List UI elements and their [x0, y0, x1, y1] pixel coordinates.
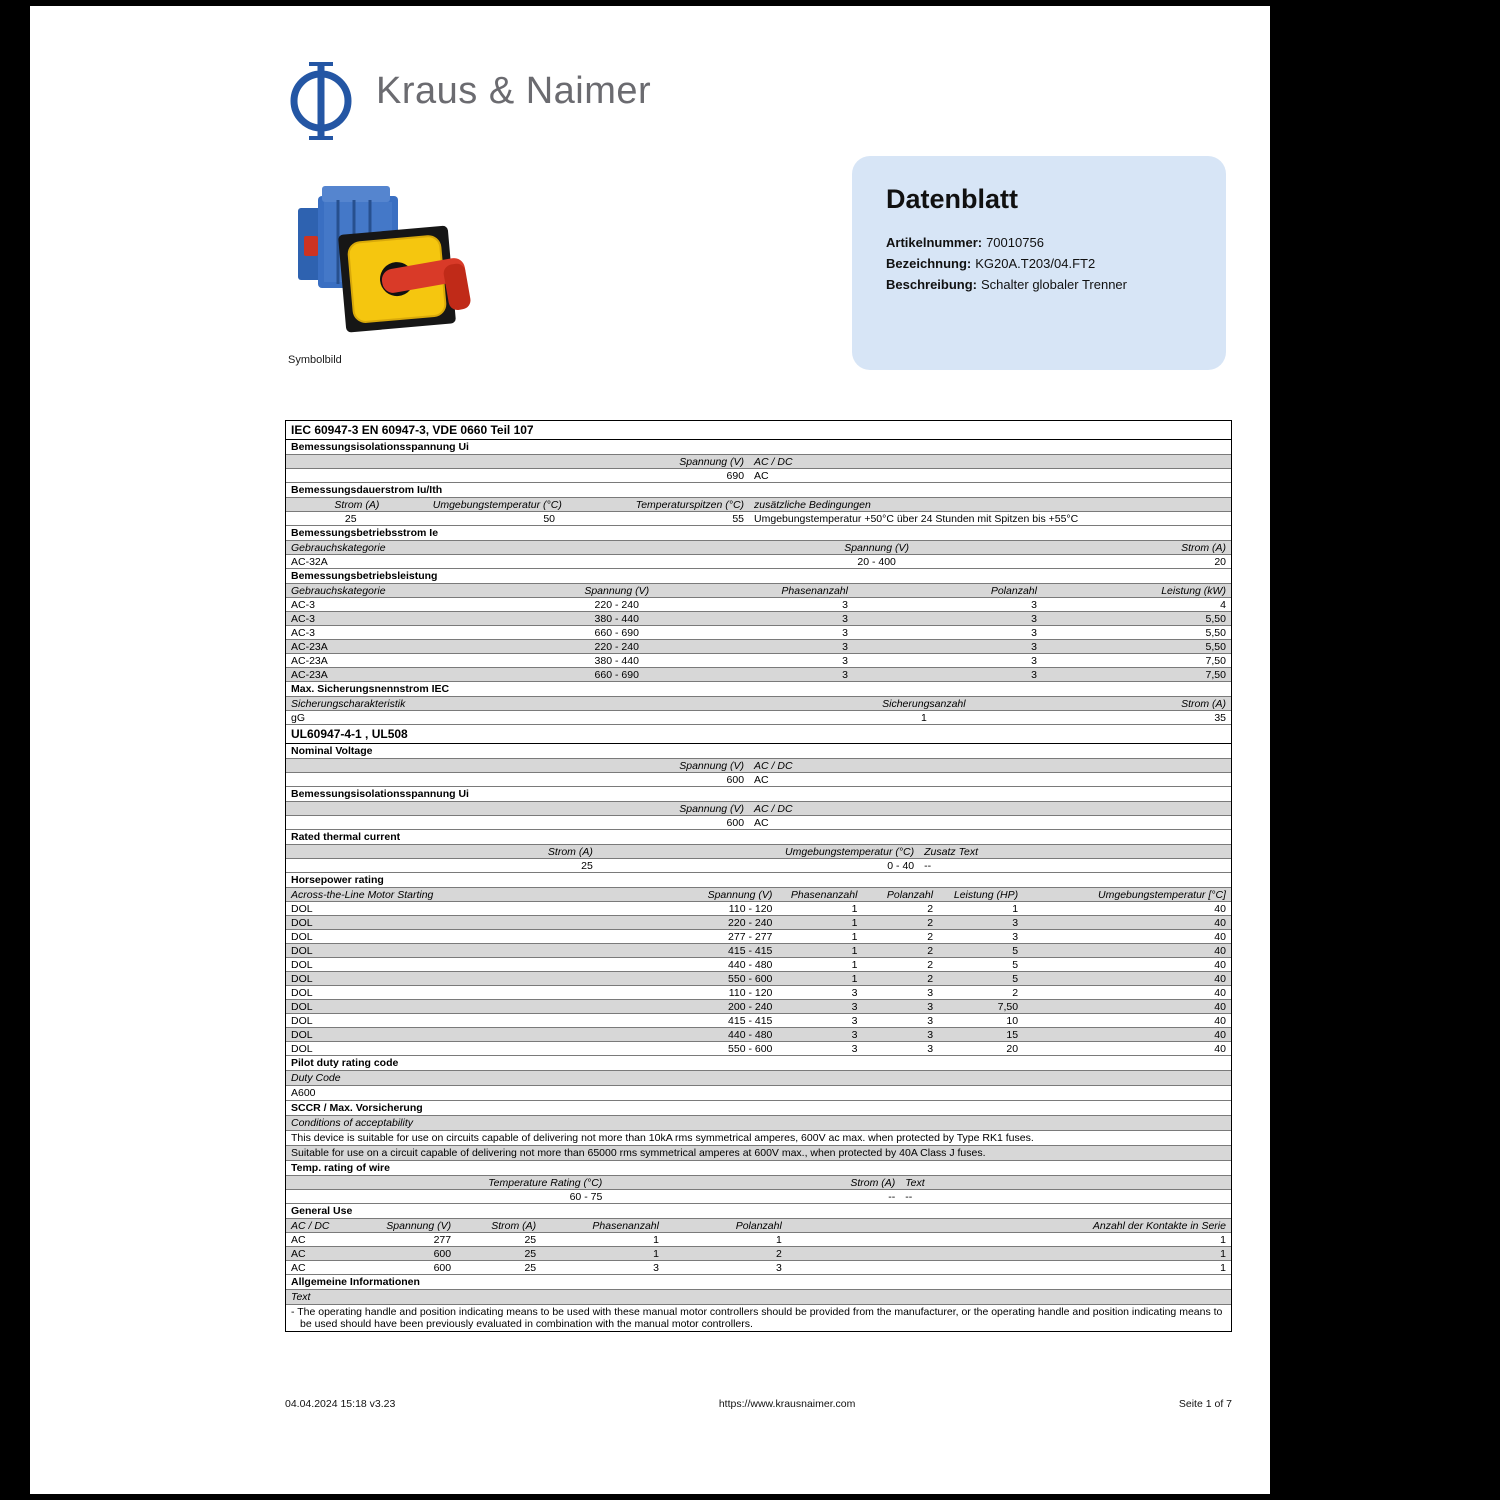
table-row: [286, 626, 1231, 640]
table-cell: 2: [927, 916, 934, 929]
table-cell: 3: [1031, 626, 1037, 639]
table-cell: 2: [927, 902, 934, 915]
table-cell: Strom (A): [1181, 541, 1226, 554]
table-cell: DOL: [291, 1028, 313, 1041]
table-cell: Conditions of acceptability: [291, 1117, 413, 1129]
table-row: [286, 569, 1231, 584]
table-row: [286, 759, 1231, 773]
table-cell: 110 - 120: [728, 902, 773, 915]
table-row: [286, 1014, 1231, 1028]
table-cell: Leistung (HP): [953, 888, 1019, 901]
table-cell: 3: [927, 1042, 934, 1055]
table-cell: 3: [851, 1028, 858, 1041]
table-cell: AC-3: [291, 598, 315, 611]
table-cell: Polanzahl: [886, 888, 934, 901]
table-cell: 3: [1012, 930, 1019, 943]
table-cell: Anzahl der Kontakte in Serie: [1092, 1219, 1226, 1232]
table-cell: 1: [1220, 1261, 1226, 1274]
table-cell: 600: [433, 1247, 452, 1260]
table-cell: 380 - 440: [594, 612, 639, 625]
table-cell: 1: [851, 930, 858, 943]
table-cell: DOL: [291, 930, 313, 943]
table-row: [286, 1247, 1231, 1261]
table-cell: 1: [775, 1233, 782, 1246]
table-cell: 2: [1012, 986, 1019, 999]
table-cell: 1: [1220, 1247, 1226, 1260]
table-row: [286, 1161, 1231, 1176]
table-cell: --: [905, 1190, 913, 1203]
table-cell: 60 - 75: [569, 1190, 603, 1203]
table-cell: Horsepower rating: [291, 874, 384, 886]
table-row: [286, 1131, 1231, 1146]
table-cell: 660 - 690: [594, 668, 639, 681]
table-row: [286, 725, 1231, 744]
table-cell: Nominal Voltage: [291, 745, 373, 757]
table-cell: DOL: [291, 1000, 313, 1013]
table-row: [286, 916, 1231, 930]
table-row: [286, 873, 1231, 888]
table-cell: UL60947-4-1 , UL508: [291, 727, 408, 741]
table-row: [286, 483, 1231, 498]
info-box-title: Datenblatt: [886, 184, 1019, 214]
table-row: [286, 584, 1231, 598]
product-photo: [286, 174, 474, 344]
table-cell: Bemessungsdauerstrom Iu/Ith: [291, 484, 443, 496]
table-cell: 3: [1031, 654, 1037, 667]
table-row: [286, 1261, 1231, 1275]
table-cell: Sicherungsanzahl: [882, 697, 966, 710]
table-cell: 660 - 690: [594, 626, 639, 639]
table-cell: 3: [927, 1014, 934, 1027]
table-cell: 1: [1220, 1233, 1226, 1246]
table-cell: 15: [1006, 1028, 1019, 1041]
table-cell: Duty Code: [291, 1072, 341, 1084]
table-row: [286, 555, 1231, 569]
table-cell: 3: [653, 1261, 659, 1274]
table-cell: A600: [291, 1087, 316, 1099]
table-cell: 5: [1012, 944, 1019, 957]
table-cell: 5: [1012, 972, 1019, 985]
table-cell: AC / DC: [754, 802, 793, 815]
table-cell: DOL: [291, 958, 313, 971]
table-cell: 50: [543, 512, 556, 525]
table-cell: 3: [851, 1000, 858, 1013]
table-row: [286, 469, 1231, 483]
spec-table: [285, 420, 1232, 1332]
table-cell: Across-the-Line Motor Starting: [291, 888, 434, 901]
table-cell: Zusatz Text: [924, 845, 979, 858]
table-row: [286, 640, 1231, 654]
table-cell: 415 - 415: [728, 944, 773, 957]
table-row: [286, 1101, 1231, 1116]
table-cell: DOL: [291, 1014, 313, 1027]
table-row: [286, 1190, 1231, 1204]
table-cell: Bemessungsbetriebsleistung: [291, 570, 438, 582]
table-cell: AC / DC: [754, 759, 793, 772]
table-cell: gG: [291, 711, 306, 724]
table-row: [286, 1275, 1231, 1290]
table-cell: AC-23A: [291, 640, 328, 653]
table-cell: Strom (A): [850, 1176, 896, 1189]
table-row: [286, 845, 1231, 859]
table-cell: 7,50: [1205, 668, 1226, 681]
table-row: [286, 512, 1231, 526]
table-cell: DOL: [291, 1042, 313, 1055]
table-cell: 25: [524, 1233, 537, 1246]
table-cell: Polanzahl: [735, 1219, 782, 1232]
table-cell: Spannung (V): [679, 759, 745, 772]
table-cell: AC: [754, 816, 769, 829]
table-row: [286, 744, 1231, 759]
table-cell: Bemessungsisolationsspannung Ui: [291, 788, 469, 800]
table-cell: 550 - 600: [728, 1042, 773, 1055]
table-cell: AC-23A: [291, 668, 328, 681]
table-cell: 2: [927, 944, 934, 957]
table-cell: 40: [1214, 902, 1226, 915]
table-cell: 1: [851, 944, 858, 957]
table-cell: This device is suitable for use on circuits capable of delivering not more than 10kA rms symmetrical amperes, 600V ac max. when protected by Type RK1 fuses.: [291, 1132, 1034, 1144]
table-cell: 2: [927, 972, 934, 985]
table-row: [286, 1176, 1231, 1190]
designation-field: [886, 256, 1192, 271]
table-row: [286, 541, 1231, 555]
table-cell: 3: [775, 1261, 782, 1274]
table-row: [286, 421, 1231, 440]
table-cell: DOL: [291, 916, 313, 929]
table-cell: 3: [842, 668, 848, 681]
table-cell: Text: [291, 1291, 311, 1303]
table-cell: 3: [1012, 916, 1019, 929]
table-cell: Strom (A): [547, 845, 593, 858]
table-cell: Umgebungstemperatur (°C): [432, 498, 562, 511]
table-row: [286, 830, 1231, 845]
table-cell: Bemessungsbetriebsstrom Ie: [291, 527, 439, 539]
table-cell: AC: [291, 1247, 306, 1260]
table-cell: 3: [1031, 598, 1037, 611]
table-cell: Allgemeine Informationen: [291, 1276, 420, 1288]
table-cell: 40: [1214, 944, 1226, 957]
table-cell: 3: [851, 986, 858, 999]
table-row: [286, 888, 1231, 902]
table-cell: 40: [1214, 972, 1226, 985]
table-row: [286, 1219, 1231, 1233]
table-cell: 3: [1031, 640, 1037, 653]
table-cell: 40: [1214, 916, 1226, 929]
table-cell: Temperature Rating (°C): [488, 1176, 603, 1189]
table-row: [286, 1028, 1231, 1042]
table-cell: 3: [1031, 668, 1037, 681]
table-row: [286, 1086, 1231, 1101]
article-number-field: [886, 235, 1192, 250]
table-cell: 220 - 240: [728, 916, 773, 929]
table-cell: AC-3: [291, 612, 315, 625]
table-cell: 600: [726, 773, 745, 786]
table-cell: 40: [1214, 1014, 1226, 1027]
table-cell: DOL: [291, 972, 313, 985]
table-cell: 3: [842, 654, 848, 667]
table-cell: Max. Sicherungsnennstrom IEC: [291, 683, 450, 695]
table-row: [286, 986, 1231, 1000]
table-cell: 40: [1214, 1000, 1226, 1013]
table-cell: 40: [1214, 986, 1226, 999]
table-row: [286, 944, 1231, 958]
table-cell: 35: [1214, 711, 1226, 724]
field-label: Bezeichnung:: [886, 256, 972, 271]
table-cell: Spannung (V): [679, 455, 745, 468]
table-cell: Polanzahl: [990, 584, 1037, 597]
table-cell: 110 - 120: [728, 986, 773, 999]
table-cell: AC: [754, 469, 769, 482]
table-cell: 1: [851, 916, 858, 929]
footer-date: 04.04.2024 15:18 v3.23: [285, 1398, 396, 1410]
field-label: Artikelnummer:: [886, 235, 983, 250]
table-row: [286, 802, 1231, 816]
table-cell: 380 - 440: [594, 654, 639, 667]
table-row: [286, 697, 1231, 711]
table-cell: 220 - 240: [594, 640, 639, 653]
table-cell: 1: [653, 1247, 659, 1260]
table-cell: Temp. rating of wire: [291, 1162, 390, 1174]
table-cell: 3: [851, 1014, 858, 1027]
table-row: [286, 773, 1231, 787]
table-cell: 3: [927, 986, 934, 999]
table-cell: 3: [851, 1042, 858, 1055]
table-cell: 440 - 480: [728, 1028, 773, 1041]
table-cell: 200 - 240: [728, 1000, 773, 1013]
table-cell: 5,50: [1205, 626, 1226, 639]
table-cell: 40: [1214, 958, 1226, 971]
table-cell: 40: [1214, 1042, 1226, 1055]
table-row: [286, 1116, 1231, 1131]
table-cell: DOL: [291, 986, 313, 999]
table-cell: 25: [344, 512, 357, 525]
table-cell: AC-23A: [291, 654, 328, 667]
page-footer: [285, 1398, 1232, 1410]
table-row: [286, 598, 1231, 612]
table-cell: AC-32A: [291, 555, 328, 568]
table-cell: 3: [842, 640, 848, 653]
table-cell: 440 - 480: [728, 958, 773, 971]
table-cell: Phasenanzahl: [592, 1219, 659, 1232]
table-row: [286, 787, 1231, 802]
table-cell: AC: [291, 1261, 306, 1274]
description-field: [886, 277, 1192, 292]
table-cell: Pilot duty rating code: [291, 1057, 399, 1069]
table-cell: 25: [524, 1247, 537, 1260]
table-row: [286, 1071, 1231, 1086]
table-cell: 220 - 240: [594, 598, 639, 611]
table-cell: AC: [291, 1233, 306, 1246]
field-value: KG20A.T203/04.FT2: [975, 256, 1096, 271]
table-row: [286, 654, 1231, 668]
table-cell: 1: [920, 711, 927, 724]
table-cell: AC / DC: [291, 1219, 330, 1232]
table-cell: Phasenanzahl: [781, 584, 848, 597]
kraus-naimer-logo-icon: [284, 60, 358, 142]
table-cell: 550 - 600: [728, 972, 773, 985]
table-cell: 5: [1012, 958, 1019, 971]
table-cell: Spannung (V): [707, 888, 773, 901]
table-row: [286, 1233, 1231, 1247]
table-cell: AC-3: [291, 626, 315, 639]
table-cell: 3: [1031, 612, 1037, 625]
table-cell: Rated thermal current: [291, 831, 401, 843]
table-cell: Spannung (V): [679, 802, 745, 815]
table-cell: 1: [851, 958, 858, 971]
table-cell: 277 - 277: [728, 930, 773, 943]
table-cell: Suitable for use on a circuit capable of delivering not more than 65000 rms symmetrical amperes at 600V max., when protected by 40A Class J fuses.: [291, 1147, 986, 1159]
table-cell: 3: [927, 1000, 934, 1013]
table-row: [286, 930, 1231, 944]
symbol-caption: Symbolbild: [288, 354, 342, 366]
table-cell: 1: [851, 972, 858, 985]
footer-url: https://www.krausnaimer.com: [718, 1398, 856, 1410]
table-cell: 2: [927, 958, 934, 971]
table-cell: Umgebungstemperatur (°C): [785, 845, 915, 858]
table-cell: 3: [842, 612, 848, 625]
table-row: [286, 1056, 1231, 1071]
table-row: [286, 958, 1231, 972]
table-row: [286, 902, 1231, 916]
table-cell: Bemessungsisolationsspannung Ui: [291, 441, 469, 453]
table-row: [286, 498, 1231, 512]
table-cell: Spannung (V): [844, 541, 910, 554]
table-cell: 20 - 400: [857, 555, 896, 568]
table-row: [286, 1305, 1231, 1331]
table-cell: 415 - 415: [728, 1014, 773, 1027]
table-cell: 1: [1012, 902, 1019, 915]
table-cell: 20: [1214, 555, 1226, 568]
table-cell: 277: [433, 1233, 452, 1246]
table-cell: AC: [754, 773, 769, 786]
table-row: [286, 668, 1231, 682]
table-cell: Strom (A): [334, 498, 380, 511]
table-row: [286, 682, 1231, 697]
table-cell: Temperaturspitzen (°C): [635, 498, 745, 511]
table-cell: 1: [653, 1233, 659, 1246]
table-cell: 20: [1006, 1042, 1019, 1055]
table-row: [286, 972, 1231, 986]
table-row: [286, 816, 1231, 830]
table-cell: DOL: [291, 902, 313, 915]
brand-name: Kraus & Naimer: [376, 70, 652, 112]
table-cell: Phasenanzahl: [790, 888, 858, 901]
table-cell: General Use: [291, 1205, 353, 1217]
switch-illustration: [286, 174, 474, 344]
table-cell: 25: [524, 1261, 537, 1274]
table-cell: 5,50: [1205, 640, 1226, 653]
table-cell: 10: [1006, 1014, 1019, 1027]
table-cell: 3: [927, 1028, 934, 1041]
table-row: [286, 1290, 1231, 1305]
table-cell: 3: [842, 626, 848, 639]
table-cell: --: [888, 1190, 896, 1203]
table-cell: 7,50: [1205, 654, 1226, 667]
table-cell: 600: [433, 1261, 452, 1274]
table-row: [286, 440, 1231, 455]
table-cell: Umgebungstemperatur [°C]: [1098, 888, 1226, 901]
table-cell: Sicherungscharakteristik: [291, 697, 406, 710]
table-cell: SCCR / Max. Vorsicherung: [291, 1102, 423, 1114]
field-label: Beschreibung:: [886, 277, 978, 292]
table-cell: 0 - 40: [887, 859, 915, 872]
table-row: [286, 455, 1231, 469]
field-value: Schalter globaler Trenner: [981, 277, 1127, 292]
table-cell: Gebrauchskategorie: [291, 541, 386, 554]
table-cell: 600: [726, 816, 745, 829]
table-row: [286, 1146, 1231, 1161]
table-cell: Spannung (V): [386, 1219, 452, 1232]
field-value: 70010756: [986, 235, 1044, 250]
table-row: [286, 1000, 1231, 1014]
table-row: [286, 1204, 1231, 1219]
table-cell: Text: [905, 1176, 925, 1189]
table-row: [286, 859, 1231, 873]
table-cell: 25: [581, 859, 593, 872]
table-row: [286, 526, 1231, 541]
table-cell: 4: [1220, 598, 1226, 611]
table-cell: 55: [732, 512, 745, 525]
table-cell: 1: [851, 902, 858, 915]
table-cell: Spannung (V): [584, 584, 650, 597]
table-cell: Leistung (kW): [1161, 584, 1226, 597]
table-cell: - The operating handle and position indicating means to be used with these manual motor controllers should be provided from the manufacturer, or the operating handle and position indicating means to be used should have been previously evaluated in combination with the manual motor controllers.: [291, 1306, 1223, 1330]
table-cell: Umgebungstemperatur +50°C über 24 Stunden mit Spitzen bis +55°C: [754, 512, 1079, 525]
table-cell: 3: [842, 598, 848, 611]
table-cell: AC / DC: [754, 455, 793, 468]
table-cell: 5,50: [1205, 612, 1226, 625]
datasheet-info-box: [852, 156, 1226, 370]
footer-page-number: Seite 1 of 7: [1178, 1398, 1232, 1410]
datasheet-page: [30, 6, 1270, 1494]
table-cell: 40: [1214, 1028, 1226, 1041]
table-cell: Strom (A): [491, 1219, 537, 1232]
table-cell: 690: [726, 469, 745, 482]
table-row: [286, 1042, 1231, 1056]
table-cell: Gebrauchskategorie: [291, 584, 386, 597]
table-cell: IEC 60947-3 EN 60947-3, VDE 0660 Teil 107: [291, 423, 534, 437]
table-cell: --: [924, 859, 932, 872]
table-cell: 2: [927, 930, 934, 943]
table-cell: zusätzliche Bedingungen: [754, 498, 871, 511]
table-cell: 40: [1214, 930, 1226, 943]
table-row: [286, 711, 1231, 725]
table-cell: Strom (A): [1181, 697, 1226, 710]
table-cell: 2: [775, 1247, 782, 1260]
table-row: [286, 612, 1231, 626]
phi-logo-icon: [284, 60, 358, 142]
table-cell: 7,50: [997, 1000, 1019, 1013]
table-cell: DOL: [291, 944, 313, 957]
